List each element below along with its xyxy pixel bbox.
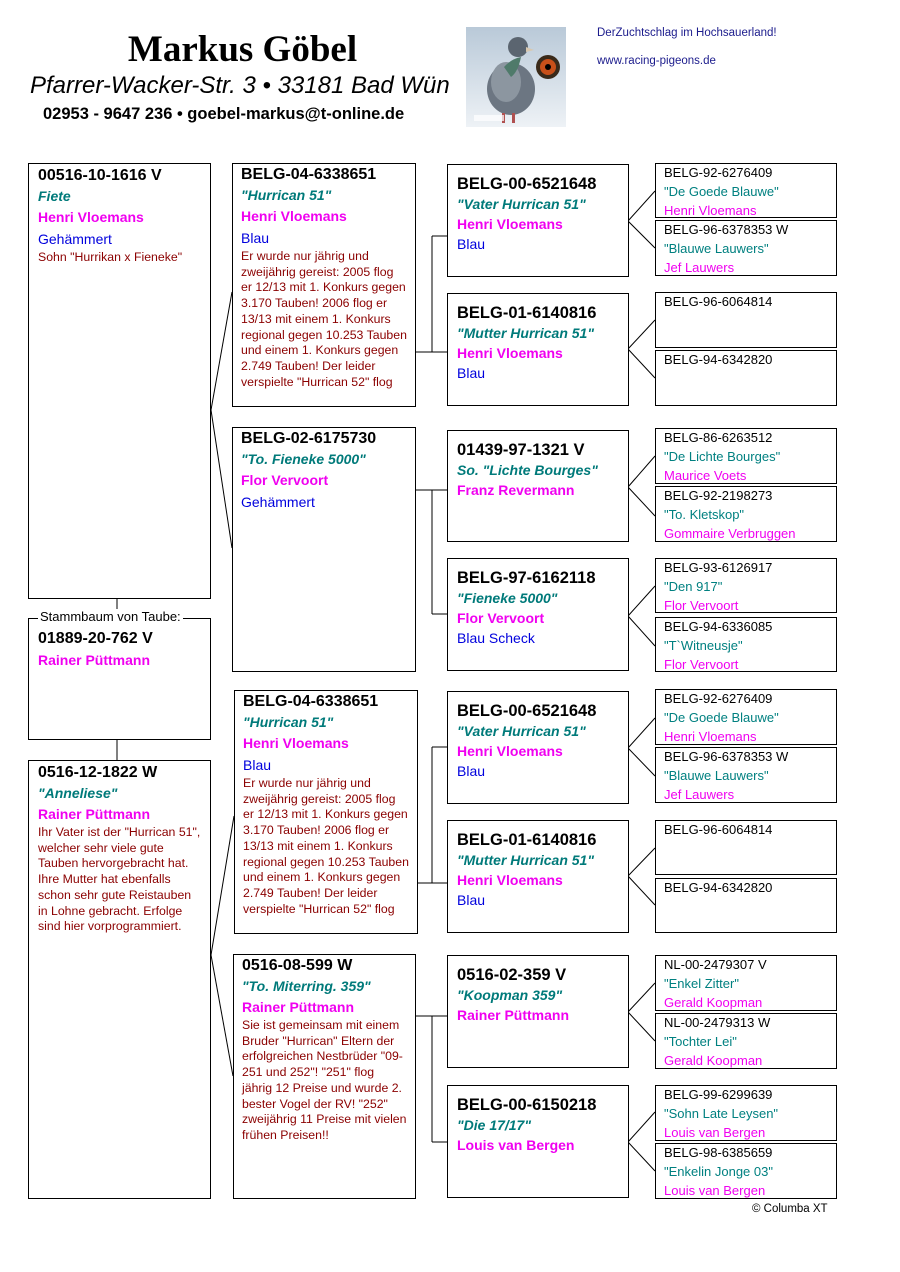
ggg-owner: Gommaire Verbruggen <box>664 526 796 541</box>
ggg-owner: Flor Vervoort <box>664 598 739 613</box>
father-note: Sohn "Hurrikan x Fieneke" <box>38 250 183 264</box>
great-great-grandparent-card[interactable] <box>655 747 837 803</box>
great-great-grandparent-card[interactable] <box>655 486 837 542</box>
ggg-owner: Henri Vloemans <box>664 729 757 744</box>
ggg-owner: Gerald Koopman <box>664 995 763 1010</box>
grandparent-name: "To. Miterring. 359" <box>242 978 371 994</box>
ggg-name: "Tochter Lei" <box>664 1034 737 1049</box>
great-great-grandparent-card[interactable] <box>655 1085 837 1141</box>
father-ring: 00516-10-1616 V <box>38 167 162 184</box>
great-grandparent-name: "Vater Hurrican 51" <box>457 723 586 739</box>
great-great-grandparent-card[interactable] <box>655 292 837 348</box>
great-grandparent-card[interactable] <box>447 430 629 542</box>
great-grandparent-owner: Louis van Bergen <box>457 1137 575 1153</box>
great-grandparent-name: "Koopman 359" <box>457 987 563 1003</box>
ggg-owner: Jef Lauwers <box>664 787 735 802</box>
great-grandparent-owner: Henri Vloemans <box>457 872 563 888</box>
grandparent-card[interactable] <box>234 690 418 934</box>
pigeon-logo-image <box>466 27 566 127</box>
mother-name: "Anneliese" <box>38 785 118 801</box>
great-grandparent-card[interactable] <box>447 691 629 804</box>
great-grandparent-ring: BELG-00-6150218 <box>457 1096 597 1114</box>
ggg-ring: BELG-99-6299639 <box>664 1087 773 1102</box>
ggg-name: "Blauwe Lauwers" <box>664 241 769 256</box>
ggg-name: "Enkelin Jonge 03" <box>664 1164 773 1179</box>
great-grandparent-ring: BELG-00-6521648 <box>457 702 597 720</box>
great-grandparent-ring: 0516-02-359 V <box>457 966 567 984</box>
father-color: Gehämmert <box>38 231 112 247</box>
pedigree-caption: Stammbaum von Taube: <box>40 609 181 624</box>
footer-copyright: © Columba XT <box>752 1203 828 1215</box>
mother-owner: Rainer Püttmann <box>38 806 151 822</box>
subject-owner: Rainer Püttmann <box>38 652 151 668</box>
great-grandparent-ring: BELG-01-6140816 <box>457 831 597 849</box>
ggg-owner: Gerald Koopman <box>664 1053 763 1068</box>
grandparent-ring: BELG-04-6338651 <box>243 693 379 710</box>
website-link[interactable]: www.racing-pigeons.de <box>597 55 716 67</box>
great-great-grandparent-card[interactable] <box>655 558 837 613</box>
great-grandparent-owner: Flor Vervoort <box>457 610 545 626</box>
ggg-name: "Sohn Late Leysen" <box>664 1106 779 1121</box>
great-grandparent-card[interactable] <box>447 1085 629 1198</box>
ggg-name: "De Goede Blauwe" <box>664 184 779 199</box>
grandparent-note: Er wurde nur jährig und zweijährig gereist: 2005 flog er 12/13 mit 1. Konkurs gegen 3.170 Tauben! 2006 flog er 13/13 mit einem 1. Konkurs regional gegen 10.253 Tauben und einem 1. Konkurs gegen 2.749 Tauben! Der leider verspielte "Hurrican 52" flog <box>243 776 409 916</box>
grandparent-owner: Henri Vloemans <box>241 208 347 224</box>
ggg-name: "Enkel Zitter" <box>664 976 739 991</box>
ggg-ring: BELG-94-6342820 <box>664 880 773 895</box>
grandparent-color: Blau <box>243 757 272 773</box>
father-card[interactable] <box>28 163 211 599</box>
ggg-ring: BELG-93-6126917 <box>664 560 773 575</box>
ggg-ring: BELG-96-6064814 <box>664 822 773 837</box>
ggg-ring: BELG-94-6336085 <box>664 619 773 634</box>
great-grandparent-color: Blau <box>457 236 486 252</box>
breeder-address: Pfarrer-Wacker-Str. 3 • 33181 Bad Wün <box>30 72 450 99</box>
grandparent-note: Sie ist gemeinsam mit einem Bruder "Hurrican" Eltern der erfolgreichen Nestbrüder "09-251 und 252"! "251" flog jährig 12 Preise und wurde 2. bester Vogel der RV! "252" zweijährig 11 Preise mit vielen frühen Preisen!! <box>242 1018 407 1142</box>
slogan: DerZuchtschlag im Hochsauerland! <box>597 27 777 39</box>
grandparent-name: "To. Fieneke 5000" <box>241 451 366 467</box>
great-grandparent-owner: Franz Revermann <box>457 482 575 498</box>
great-great-grandparent-card[interactable] <box>655 617 837 672</box>
ggg-owner: Louis van Bergen <box>664 1183 766 1198</box>
great-great-grandparent-card[interactable] <box>655 1013 837 1069</box>
mother-card[interactable] <box>28 760 211 1199</box>
ggg-ring: BELG-92-6276409 <box>664 165 773 180</box>
ggg-owner: Maurice Voets <box>664 468 747 483</box>
great-grandparent-color: Blau <box>457 892 486 908</box>
great-grandparent-name: "Mutter Hurrican 51" <box>457 852 594 868</box>
mother-note: Ihr Vater ist der "Hurrican 51", welcher sehr viele gute Tauben hervorgebracht hat. Ihre Mutter hat ebenfalls schon sehr gute Reistauben in Lohne gebracht. Erfolge sind hier vorprogrammiert. <box>38 825 201 934</box>
great-grandparent-name: "Vater Hurrican 51" <box>457 196 586 212</box>
great-grandparent-ring: BELG-00-6521648 <box>457 175 597 193</box>
subject-card[interactable] <box>28 618 211 740</box>
ggg-ring: BELG-96-6378353 W <box>664 749 789 764</box>
ggg-ring: BELG-96-6064814 <box>664 294 773 309</box>
great-grandparent-owner: Henri Vloemans <box>457 216 563 232</box>
ggg-ring: BELG-92-2198273 <box>664 488 773 503</box>
grandparent-owner: Henri Vloemans <box>243 735 349 751</box>
ggg-ring: BELG-86-6263512 <box>664 430 773 445</box>
grandparent-ring: 0516-08-599 W <box>242 957 353 974</box>
ggg-owner: Flor Vervoort <box>664 657 739 672</box>
breeder-name: Markus Göbel <box>127 29 358 70</box>
great-grandparent-ring: 01439-97-1321 V <box>457 441 585 459</box>
grandparent-name: "Hurrican 51" <box>241 187 332 203</box>
grandparent-color: Gehämmert <box>241 494 315 510</box>
ggg-ring: BELG-98-6385659 <box>664 1145 773 1160</box>
great-grandparent-color: Blau <box>457 763 486 779</box>
great-grandparent-ring: BELG-97-6162118 <box>457 569 596 587</box>
great-grandparent-color: Blau Scheck <box>457 630 535 646</box>
ggg-ring: BELG-96-6378353 W <box>664 222 789 237</box>
great-grandparent-name: "Fieneke 5000" <box>457 590 558 606</box>
ggg-name: "Den 917" <box>664 579 723 594</box>
grandparent-card[interactable] <box>232 427 416 672</box>
great-great-grandparent-card[interactable] <box>655 163 837 218</box>
great-grandparent-card[interactable] <box>447 293 629 406</box>
great-grandparent-name: "Die 17/17" <box>457 1117 531 1133</box>
grandparent-ring: BELG-02-6175730 <box>241 430 377 447</box>
ggg-ring: NL-00-2479307 V <box>664 957 767 972</box>
great-grandparent-card[interactable] <box>447 558 629 671</box>
grandparent-ring: BELG-04-6338651 <box>241 166 377 183</box>
father-owner: Henri Vloemans <box>38 209 144 225</box>
mother-ring: 0516-12-1822 W <box>38 764 158 781</box>
great-grandparent-color: Blau <box>457 365 486 381</box>
great-great-grandparent-card[interactable] <box>655 955 837 1011</box>
ggg-name: "T`Witneusje" <box>664 638 743 653</box>
grandparent-owner: Flor Vervoort <box>241 472 329 488</box>
father-name: Fiete <box>38 188 71 204</box>
ggg-name: "De Lichte Bourges" <box>664 449 781 464</box>
ggg-name: "De Goede Blauwe" <box>664 710 779 725</box>
great-great-grandparent-card[interactable] <box>655 878 837 933</box>
great-great-grandparent-card[interactable] <box>655 220 837 276</box>
great-grandparent-name: "Mutter Hurrican 51" <box>457 325 594 341</box>
subject-ring: 01889-20-762 V <box>38 630 153 647</box>
great-grandparent-owner: Henri Vloemans <box>457 345 563 361</box>
great-grandparent-card[interactable] <box>447 820 629 933</box>
ggg-ring: BELG-92-6276409 <box>664 691 773 706</box>
ggg-name: "Blauwe Lauwers" <box>664 768 769 783</box>
great-grandparent-card[interactable] <box>447 164 629 277</box>
great-great-grandparent-card[interactable] <box>655 1143 837 1199</box>
great-grandparent-card[interactable] <box>447 955 629 1068</box>
great-grandparent-ring: BELG-01-6140816 <box>457 304 597 322</box>
grandparent-owner: Rainer Püttmann <box>242 999 355 1015</box>
grandparent-note: Er wurde nur jährig und zweijährig gereist: 2005 flog er 12/13 mit 1. Konkurs gegen 3.170 Tauben! 2006 flog er 13/13 mit einem 1. Konkurs regional gegen 10.253 Tauben und einem 1. Konkurs gegen 2.749 Tauben! Der leider verspielte "Hurrican 52" flog <box>241 249 407 389</box>
great-great-grandparent-card[interactable] <box>655 350 837 406</box>
great-great-grandparent-card[interactable] <box>655 428 837 484</box>
ggg-owner: Louis van Bergen <box>664 1125 766 1140</box>
great-grandparent-owner: Henri Vloemans <box>457 743 563 759</box>
grandparent-card[interactable] <box>233 954 416 1199</box>
great-great-grandparent-card[interactable] <box>655 689 837 745</box>
breeder-contact: 02953 - 9647 236 • goebel-markus@t-online.de <box>43 105 405 123</box>
grandparent-name: "Hurrican 51" <box>243 714 334 730</box>
great-grandparent-name: So. "Lichte Bourges" <box>457 462 598 478</box>
ggg-owner: Henri Vloemans <box>664 203 757 218</box>
ggg-ring: NL-00-2479313 W <box>664 1015 771 1030</box>
great-grandparent-owner: Rainer Püttmann <box>457 1007 570 1023</box>
ggg-name: "To. Kletskop" <box>664 507 745 522</box>
ggg-owner: Jef Lauwers <box>664 260 735 275</box>
ggg-ring: BELG-94-6342820 <box>664 352 773 367</box>
grandparent-card[interactable] <box>232 163 416 407</box>
grandparent-color: Blau <box>241 230 270 246</box>
great-great-grandparent-card[interactable] <box>655 820 837 875</box>
